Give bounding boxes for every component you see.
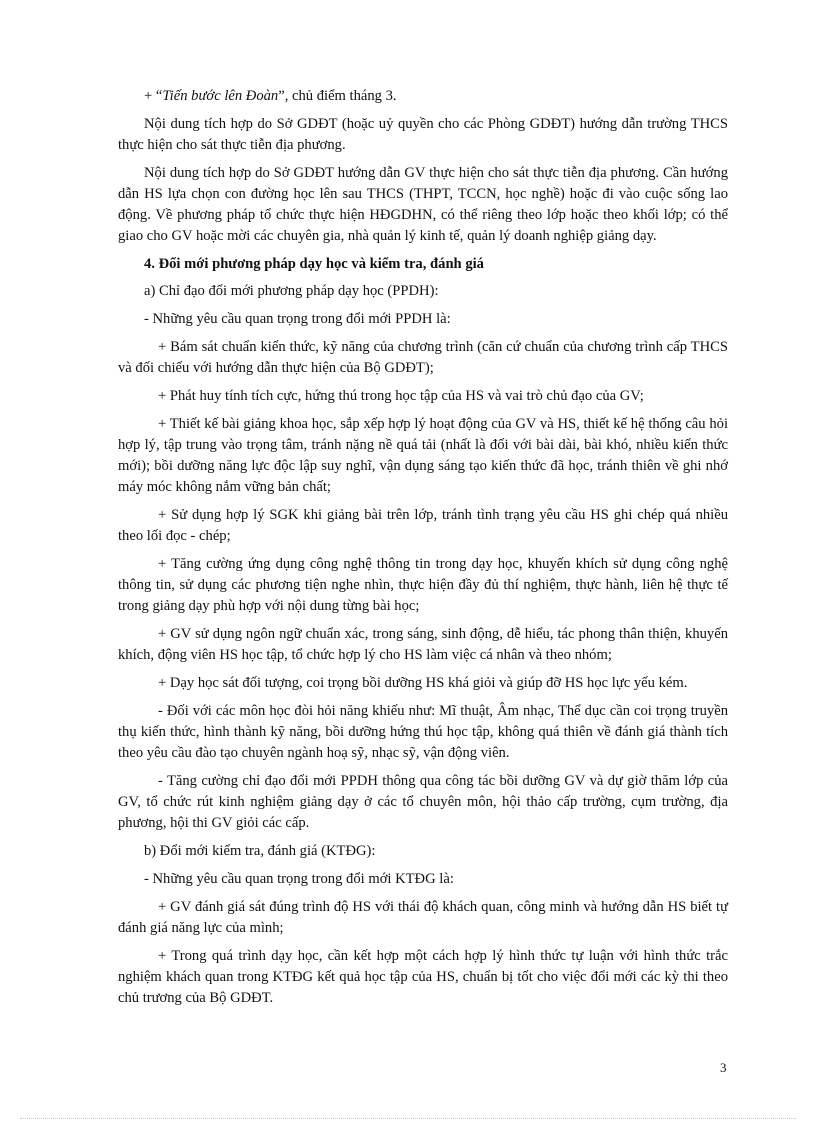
paragraph: Nội dung tích hợp do Sở GDĐT hướng dẫn GV thực hiện cho sát thực tiễn địa phương. Cần hướng dẫn HS lựa chọn con đường học lên sau THCS (THPT, TCCN, học nghề) hoặc đi vào cuộc sống lao động. Về phương pháp tổ chức thực hiện HĐGDHN, có thể riêng theo lớp hoặc theo khối lớp; có thể giao cho GV hoặc mời các chuyên gia, nhà quản lý kinh tế, quản lý doanh nghiệp giảng dạy. <box>118 165 728 244</box>
section-heading: 4. Đổi mới phương pháp dạy học và kiểm tra, đánh giá <box>144 256 484 272</box>
list-item: + Tăng cường ứng dụng công nghệ thông tin trong dạy học, khuyến khích sử dụng công nghệ thông tin, sử dụng các phương tiện nghe nhìn, thực hiện đầy đủ thí nghiệm, thực hành, liên hệ thực tế trong giảng dạy phù hợp với nội dung từng bài học; <box>118 556 728 614</box>
page-divider <box>20 1118 796 1119</box>
text-suffix: ”, chủ điểm tháng 3. <box>278 88 397 104</box>
list-item: + Trong quá trình dạy học, cần kết hợp một cách hợp lý hình thức tự luận với hình thức trắc nghiệm khách quan trong KTĐG kết quả học tập của HS, chuẩn bị tốt cho việc đổi mới các kỳ thi theo chủ trương của Bộ GDĐT. <box>118 948 728 1006</box>
list-item: + Thiết kế bài giảng khoa học, sắp xếp hợp lý hoạt động của GV và HS, thiết kế hệ thống câu hỏi hợp lý, tập trung vào trọng tâm, tránh nặng nề quá tải (nhất là đối với bài dài, bài khó, nhiều kiến thức mới); bồi dưỡng năng lực độc lập suy nghĩ, vận dụng sáng tạo kiến thức đã học, tránh thiên về ghi nhớ máy móc không nắm vững bản chất; <box>118 416 728 495</box>
list-item: + Dạy học sát đối tượng, coi trọng bồi dưỡng HS khá giỏi và giúp đỡ HS học lực yếu kém. <box>158 675 688 691</box>
list-intro: - Những yêu cầu quan trọng trong đổi mới PPDH là: <box>144 311 451 327</box>
paragraph: Nội dung tích hợp do Sở GDĐT (hoặc uỷ quyền cho các Phòng GDĐT) hướng dẫn trường THCS thực hiện cho sát thực tiễn địa phương. <box>118 116 728 153</box>
paragraph-month-topic <box>118 86 728 107</box>
list-item: + GV sử dụng ngôn ngữ chuẩn xác, trong sáng, sinh động, dễ hiểu, tác phong thân thiện, khuyến khích, động viên HS học tập, tổ chức hợp lý cho HS làm việc cá nhân và theo nhóm; <box>118 626 728 663</box>
page-number: 3 <box>720 1060 727 1075</box>
list-item: + Sử dụng hợp lý SGK khi giảng bài trên lớp, tránh tình trạng yêu cầu HS ghi chép quá nhiều theo lối đọc - chép; <box>118 507 728 544</box>
list-intro: - Những yêu cầu quan trọng trong đổi mới KTĐG là: <box>144 871 454 887</box>
list-item: + Bám sát chuẩn kiến thức, kỹ năng của chương trình (căn cứ chuẩn của chương trình cấp THCS và đối chiếu với hướng dẫn thực hiện của Bộ GDĐT); <box>118 339 728 376</box>
paragraph: - Đối với các môn học đòi hỏi năng khiếu như: Mĩ thuật, Âm nhạc, Thể dục cần coi trọng truyền thụ kiến thức, hình thành kỹ năng, bồi dưỡng hứng thú học tập, không quá thiên về đánh giá thành tích theo yêu cầu đào tạo chuyên ngành hoạ sỹ, nhạc sỹ, vận động viên. <box>118 703 728 761</box>
italic-topic: Tiến bước lên Đoàn <box>162 88 279 104</box>
paragraph: - Tăng cường chỉ đạo đổi mới PPDH thông qua công tác bồi dưỡng GV và dự giờ thăm lớp của GV, tổ chức rút kinh nghiệm giảng dạy ở các tổ chuyên môn, hội thảo cấp trường, cụm trường, địa phương, hội thi GV giỏi các cấp. <box>118 773 728 831</box>
subsection-b-title: b) Đổi mới kiểm tra, đánh giá (KTĐG): <box>144 843 376 859</box>
text-prefix: + “ <box>144 88 163 104</box>
subsection-a-title: a) Chỉ đạo đổi mới phương pháp dạy học (PPDH): <box>144 283 439 299</box>
list-item: + GV đánh giá sát đúng trình độ HS với thái độ khách quan, công minh và hướng dẫn HS biết tự đánh giá năng lực của mình; <box>118 899 728 936</box>
document-body <box>118 86 728 1016</box>
list-item: + Phát huy tính tích cực, hứng thú trong học tập của HS và vai trò chủ đạo của GV; <box>158 388 644 404</box>
